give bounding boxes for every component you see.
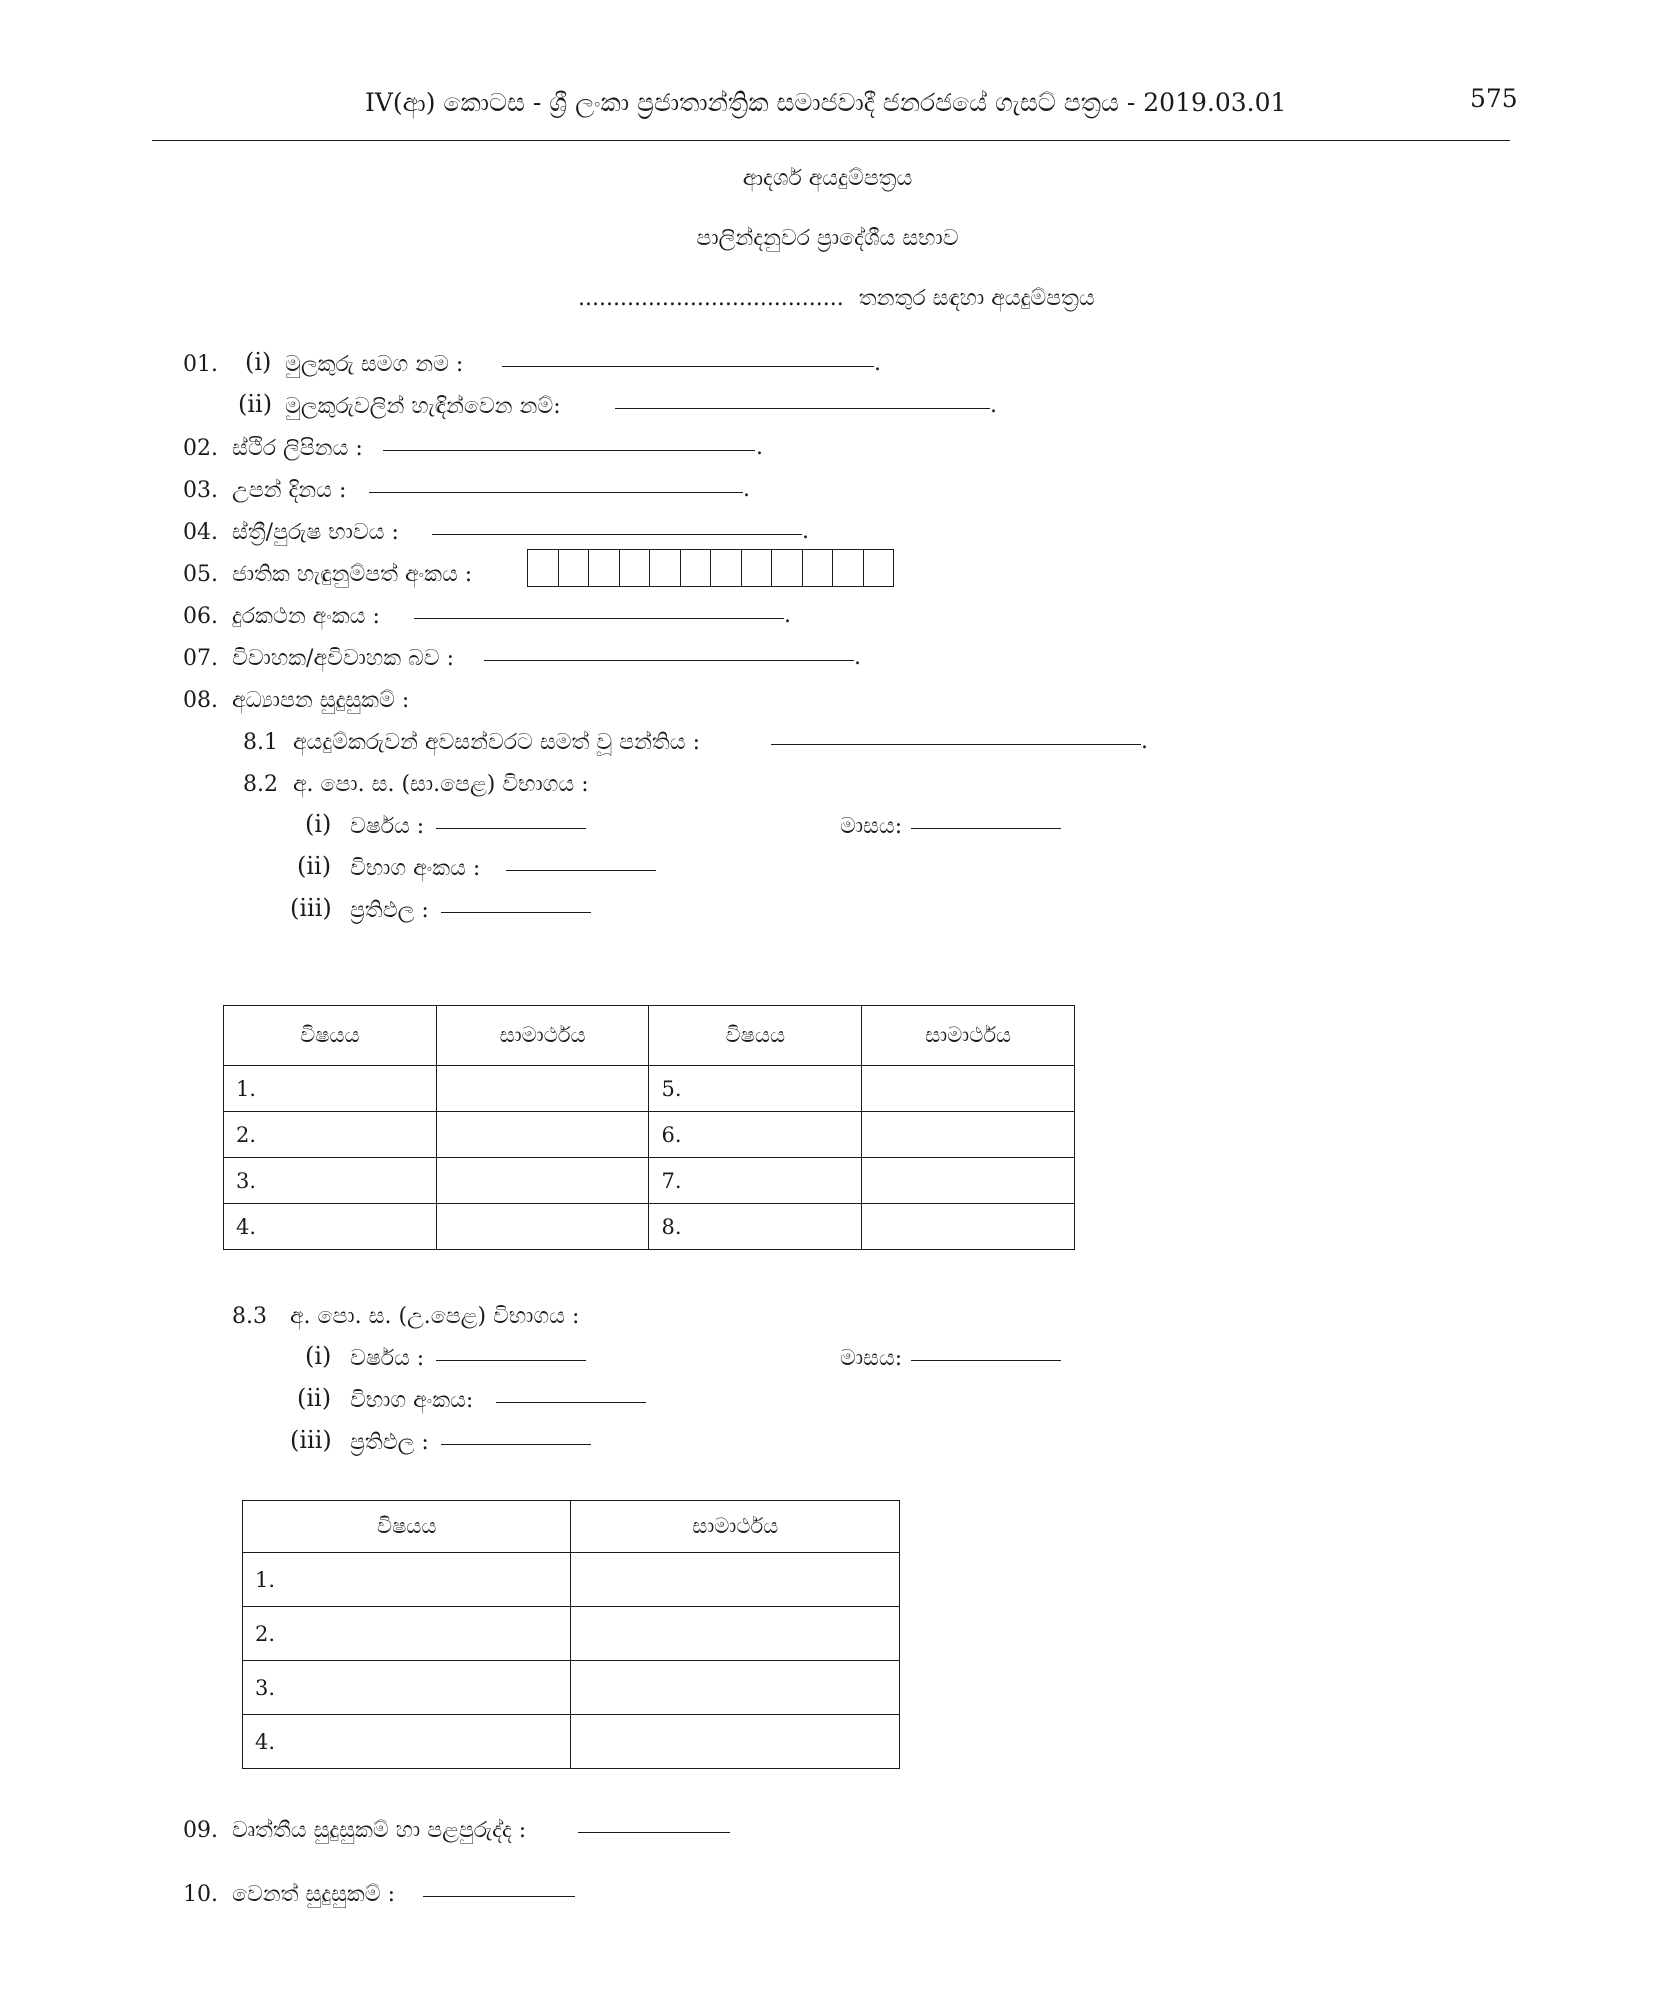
- field-04-period: .: [802, 519, 809, 544]
- nic-digit-box[interactable]: [681, 550, 712, 586]
- ol-subject-cell[interactable]: 3.: [224, 1158, 437, 1204]
- ol-subject-cell[interactable]: 2.: [224, 1112, 437, 1158]
- field-07-label: විවාහක/අවිවාහක බව :: [232, 646, 455, 671]
- al-grade-cell[interactable]: [571, 1553, 900, 1607]
- post-name-blank[interactable]: ......................................: [578, 286, 844, 311]
- field-08-label: අධ්‍යාපන සුදුසුකම් :: [232, 688, 410, 713]
- al-index-label: විභාග අංකය:: [350, 1388, 474, 1413]
- ol-subject-cell[interactable]: 1.: [224, 1066, 437, 1112]
- field-03-number: 03.: [183, 478, 218, 503]
- ol-subject-cell[interactable]: 4.: [224, 1204, 437, 1250]
- field-03-line[interactable]: [369, 492, 743, 493]
- al-header-subject: විෂයය: [243, 1501, 571, 1553]
- form-title: ආදර්ශ අයදුම්පත්‍රය: [742, 166, 913, 191]
- field-04-label: ස්ත්‍රී/පුරුෂ භාවය :: [232, 520, 399, 545]
- al-subject-cell[interactable]: 2.: [243, 1607, 571, 1661]
- nic-digit-box[interactable]: [620, 550, 651, 586]
- ol-month-label: මාසය:: [840, 814, 903, 839]
- ol-grade-cell[interactable]: [862, 1112, 1075, 1158]
- ol-grade-cell[interactable]: [436, 1112, 649, 1158]
- field-05-number: 05.: [183, 562, 218, 587]
- al-grade-cell[interactable]: [571, 1607, 900, 1661]
- nic-digit-box[interactable]: [559, 550, 590, 586]
- section-8-3-label: අ. පො. ස. (උ.පෙළ) විභාගය :: [290, 1304, 580, 1329]
- nic-digit-box[interactable]: [772, 550, 803, 586]
- table-row: [224, 1112, 1075, 1158]
- table-row: [243, 1715, 900, 1769]
- field-04-line[interactable]: [432, 534, 802, 535]
- table-row: [224, 1158, 1075, 1204]
- field-01-ii-label: මුලකුරුවලින් හැඳින්වෙන නම්:: [285, 394, 561, 419]
- ol-subject-cell[interactable]: 8.: [649, 1204, 862, 1250]
- ol-header-subject-2: විෂයය: [649, 1006, 862, 1066]
- nic-digit-box[interactable]: [528, 550, 559, 586]
- field-02-line[interactable]: [383, 450, 755, 451]
- al-grade-cell[interactable]: [571, 1661, 900, 1715]
- ol-grade-cell[interactable]: [862, 1204, 1075, 1250]
- header-rule: [152, 140, 1510, 141]
- field-01-ii-period: .: [990, 393, 997, 418]
- post-title-suffix: තනතුර සඳහා අයදුම්පත්‍රය: [858, 286, 1095, 311]
- al-result-label: ප්‍රතිඵල :: [350, 1430, 429, 1455]
- field-10-number: 10.: [183, 1882, 218, 1907]
- section-8-2-number: 8.2: [243, 772, 278, 797]
- al-index-number: (ii): [297, 1384, 332, 1412]
- nic-digit-box[interactable]: [803, 550, 834, 586]
- al-month-line[interactable]: [911, 1360, 1061, 1361]
- field-07-line[interactable]: [484, 660, 854, 661]
- ol-index-label: විභාග අංකය :: [350, 856, 481, 881]
- field-06-period: .: [784, 603, 791, 628]
- al-year-line[interactable]: [436, 1360, 586, 1361]
- field-01-number: 01.: [183, 352, 218, 377]
- ol-subject-cell[interactable]: 7.: [649, 1158, 862, 1204]
- field-06-number: 06.: [183, 604, 218, 629]
- nic-digit-box[interactable]: [589, 550, 620, 586]
- nic-digit-box[interactable]: [864, 550, 894, 586]
- ol-header-grade-2: සාමාර්ථය: [862, 1006, 1075, 1066]
- al-year-number: (i): [305, 1342, 332, 1370]
- al-results-table: [242, 1500, 900, 1769]
- page-number: 575: [1470, 84, 1518, 113]
- table-row: [224, 1066, 1075, 1112]
- ol-year-number: (i): [305, 810, 332, 838]
- ol-index-line[interactable]: [506, 870, 656, 871]
- field-09-number: 09.: [183, 1818, 218, 1843]
- ol-result-number: (iii): [290, 894, 332, 922]
- field-05-label: ජාතික හැඳුනුම්පත් අංකය :: [232, 562, 473, 587]
- ol-year-line[interactable]: [436, 828, 586, 829]
- field-01-ii-line[interactable]: [615, 408, 990, 409]
- field-01-i-label: මුලකුරු සමග නම :: [285, 352, 464, 377]
- field-01-i-number: (i): [245, 348, 272, 376]
- ol-month-line[interactable]: [911, 828, 1061, 829]
- nic-digit-box[interactable]: [650, 550, 681, 586]
- ol-grade-cell[interactable]: [436, 1204, 649, 1250]
- ol-subject-cell[interactable]: 6.: [649, 1112, 862, 1158]
- field-07-period: .: [854, 645, 861, 670]
- nic-digit-box[interactable]: [711, 550, 742, 586]
- field-07-number: 07.: [183, 646, 218, 671]
- ol-header-subject-1: විෂයය: [224, 1006, 437, 1066]
- ol-header-grade-1: සාමාර්ථය: [436, 1006, 649, 1066]
- section-8-3-number: 8.3: [232, 1304, 267, 1329]
- section-8-2-label: අ. පො. ස. (සා.පෙළ) විභාගය :: [293, 772, 589, 797]
- field-02-period: .: [756, 435, 763, 460]
- section-8-1-number: 8.1: [243, 730, 278, 755]
- field-09-line[interactable]: [578, 1832, 730, 1833]
- ol-table-header-row: [224, 1006, 1075, 1066]
- field-04-number: 04.: [183, 520, 218, 545]
- ol-year-label: වර්ෂය :: [350, 814, 425, 839]
- al-year-label: වර්ෂය :: [350, 1346, 425, 1371]
- section-8-1-line[interactable]: [771, 744, 1141, 745]
- field-02-number: 02.: [183, 436, 218, 461]
- post-title: [578, 286, 1095, 311]
- table-row: [243, 1553, 900, 1607]
- field-03-period: .: [743, 477, 750, 502]
- table-row: [243, 1661, 900, 1715]
- ol-grade-cell[interactable]: [436, 1066, 649, 1112]
- nic-digit-box[interactable]: [742, 550, 773, 586]
- field-01-i-period: .: [874, 351, 881, 376]
- al-subject-cell[interactable]: 1.: [243, 1553, 571, 1607]
- ol-results-table: [223, 1005, 1075, 1250]
- field-06-line[interactable]: [414, 618, 784, 619]
- al-index-line[interactable]: [496, 1402, 646, 1403]
- al-result-line[interactable]: [441, 1444, 591, 1445]
- council-name: පාලින්දනුවර ප්‍රාදේශීය සභාව: [696, 226, 959, 251]
- field-06-label: දුරකථන අංකය :: [232, 604, 380, 629]
- table-row: [243, 1607, 900, 1661]
- ol-subject-cell[interactable]: 5.: [649, 1066, 862, 1112]
- ol-grade-cell[interactable]: [436, 1158, 649, 1204]
- ol-result-line[interactable]: [441, 912, 591, 913]
- al-subject-cell[interactable]: 3.: [243, 1661, 571, 1715]
- nic-digit-box[interactable]: [833, 550, 864, 586]
- field-03-label: උපන් දිනය :: [232, 478, 347, 503]
- field-02-label: ස්ථිර ලිපිනය :: [232, 436, 363, 461]
- ol-result-label: ප්‍රතිඵල :: [350, 898, 429, 923]
- field-08-number: 08.: [183, 688, 218, 713]
- al-result-number: (iii): [290, 1426, 332, 1454]
- field-01-i-line[interactable]: [502, 366, 874, 367]
- section-8-1-label: අයදුම්කරුවන් අවසන්වරට සමත් වූ පන්තිය :: [293, 730, 701, 755]
- al-grade-cell[interactable]: [571, 1715, 900, 1769]
- ol-grade-cell[interactable]: [862, 1158, 1075, 1204]
- ol-index-number: (ii): [297, 852, 332, 880]
- ol-grade-cell[interactable]: [862, 1066, 1075, 1112]
- field-09-label: වෘත්තීය සුදුසුකම් හා පළපුරුද්ද :: [232, 1818, 527, 1843]
- al-header-grade: සාමාර්ථය: [571, 1501, 900, 1553]
- nic-number-boxes[interactable]: [527, 549, 894, 587]
- field-10-label: වෙනත් සුදුසුකම් :: [232, 1882, 396, 1907]
- field-10-line[interactable]: [423, 1896, 575, 1897]
- field-01-ii-number: (ii): [238, 390, 273, 418]
- table-row: [224, 1204, 1075, 1250]
- al-subject-cell[interactable]: 4.: [243, 1715, 571, 1769]
- al-table-header-row: [243, 1501, 900, 1553]
- running-title: IV(ආ) කොටස - ශ්‍රී ලංකා ප්‍රජාතාන්ත්‍රික සමාජවාදී ජනරජයේ ගැසට් පත්‍රය - 2019.03.01: [365, 88, 1287, 117]
- section-8-1-period: .: [1141, 729, 1148, 754]
- al-month-label: මාසය:: [840, 1346, 903, 1371]
